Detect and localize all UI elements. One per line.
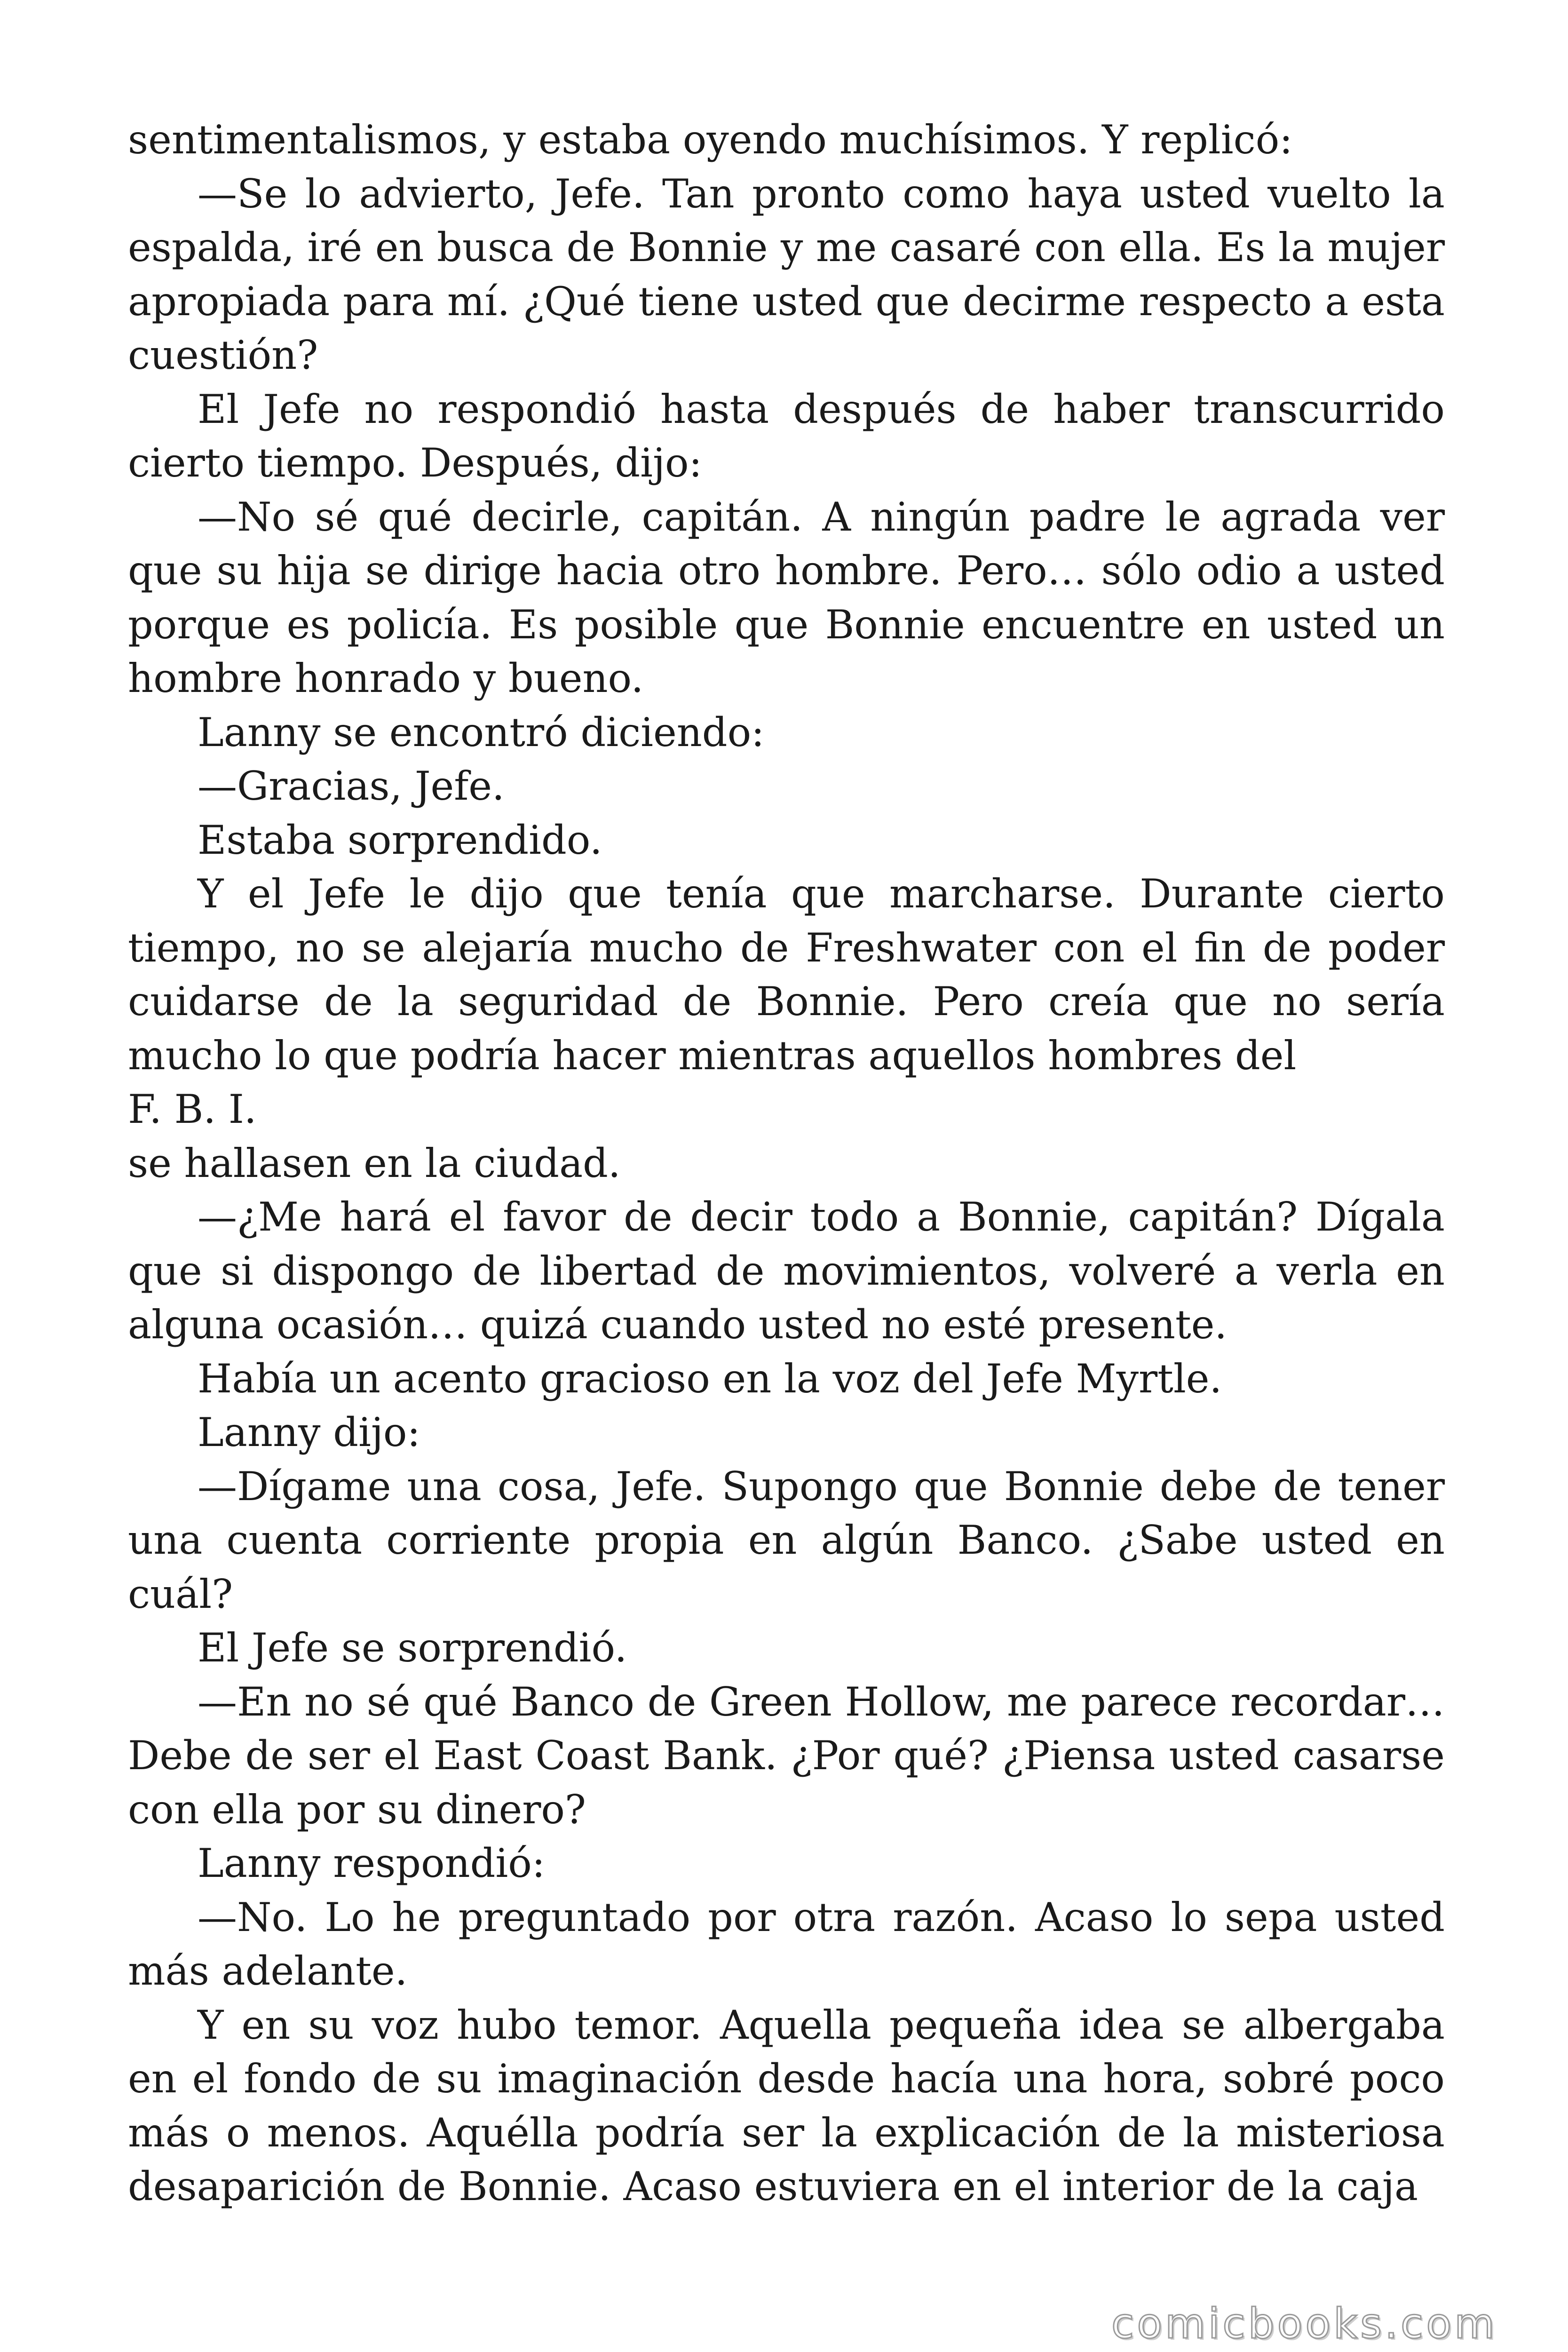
paragraph: se hallasen en la ciudad. xyxy=(128,1140,621,1186)
paragraph: Había un acento gracioso en la voz del Jefe Myrtle. xyxy=(198,1355,1222,1402)
paragraph: Lanny respondió: xyxy=(198,1840,546,1886)
paragraph: —Dígame una cosa, Jefe. Supongo que Bonnie debe de tener una cuenta corriente propia en algún Banco. ¿Sabe usted en cuál? xyxy=(128,1463,1445,1617)
paragraph: —¿Me hará el favor de decir todo a Bonnie, capitán? Dígala que si dispongo de libertad de movimientos, volveré a verla en alguna ocasión… quizá cuando usted no esté presente. xyxy=(128,1194,1445,1348)
paragraph: Y el Jefe le dijo que tenía que marcharse. Durante cierto tiempo, no se alejaría mucho de Freshwater con el fin de poder cuidarse de la seguridad de Bonnie. Pero creía que no sería mucho lo que podría hacer mientras aquellos hombres del xyxy=(128,871,1445,1079)
paragraph: El Jefe se sorprendió. xyxy=(198,1625,627,1671)
paragraph: Y en su voz hubo temor. Aquella pequeña idea se albergaba en el fondo de su imaginación desde hacía una hora, sobré poco más o menos. Aquélla podría ser la explicación de la misteriosa desaparición de Bonnie. Acaso estuviera en el interior de la caja xyxy=(128,2002,1445,2209)
paragraph: sentimentalismos, y estaba oyendo muchísimos. Y replicó: xyxy=(128,117,1293,163)
paragraph: El Jefe no respondió hasta después de haber transcurrido cierto tiempo. Después, dijo: xyxy=(128,386,1445,486)
paragraph: —Gracias, Jefe. xyxy=(198,763,505,809)
paragraph: —Se lo advierto, Jefe. Tan pronto como haya usted vuelto la espalda, iré en busca de Bonnie y me casaré con ella. Es la mujer apropiada para mí. ¿Qué tiene usted que decirme respecto a esta cuestión? xyxy=(128,170,1445,378)
paragraph: —En no sé qué Banco de Green Hollow, me parece recordar… Debe de ser el East Coast Bank. ¿Por qué? ¿Piensa usted casarse con ella por su dinero? xyxy=(128,1678,1445,1833)
book-page-text xyxy=(128,113,1445,2214)
site-watermark: comicbooks.com xyxy=(1111,2299,1497,2348)
paragraph: Lanny se encontró diciendo: xyxy=(198,709,765,755)
paragraph: —No sé qué decirle, capitán. A ningún padre le agrada ver que su hija se dirige hacia otro hombre. Pero… sólo odio a usted porque es policía. Es posible que Bonnie encuentre en usted un hombre honrado y bueno. xyxy=(128,493,1445,701)
paragraph: —No. Lo he preguntado por otra razón. Acaso lo sepa usted más adelante. xyxy=(128,1894,1445,1994)
paragraph: Lanny dijo: xyxy=(198,1409,420,1455)
paragraph: Estaba sorprendido. xyxy=(198,817,602,863)
paragraph: F. B. I. xyxy=(128,1086,257,1132)
